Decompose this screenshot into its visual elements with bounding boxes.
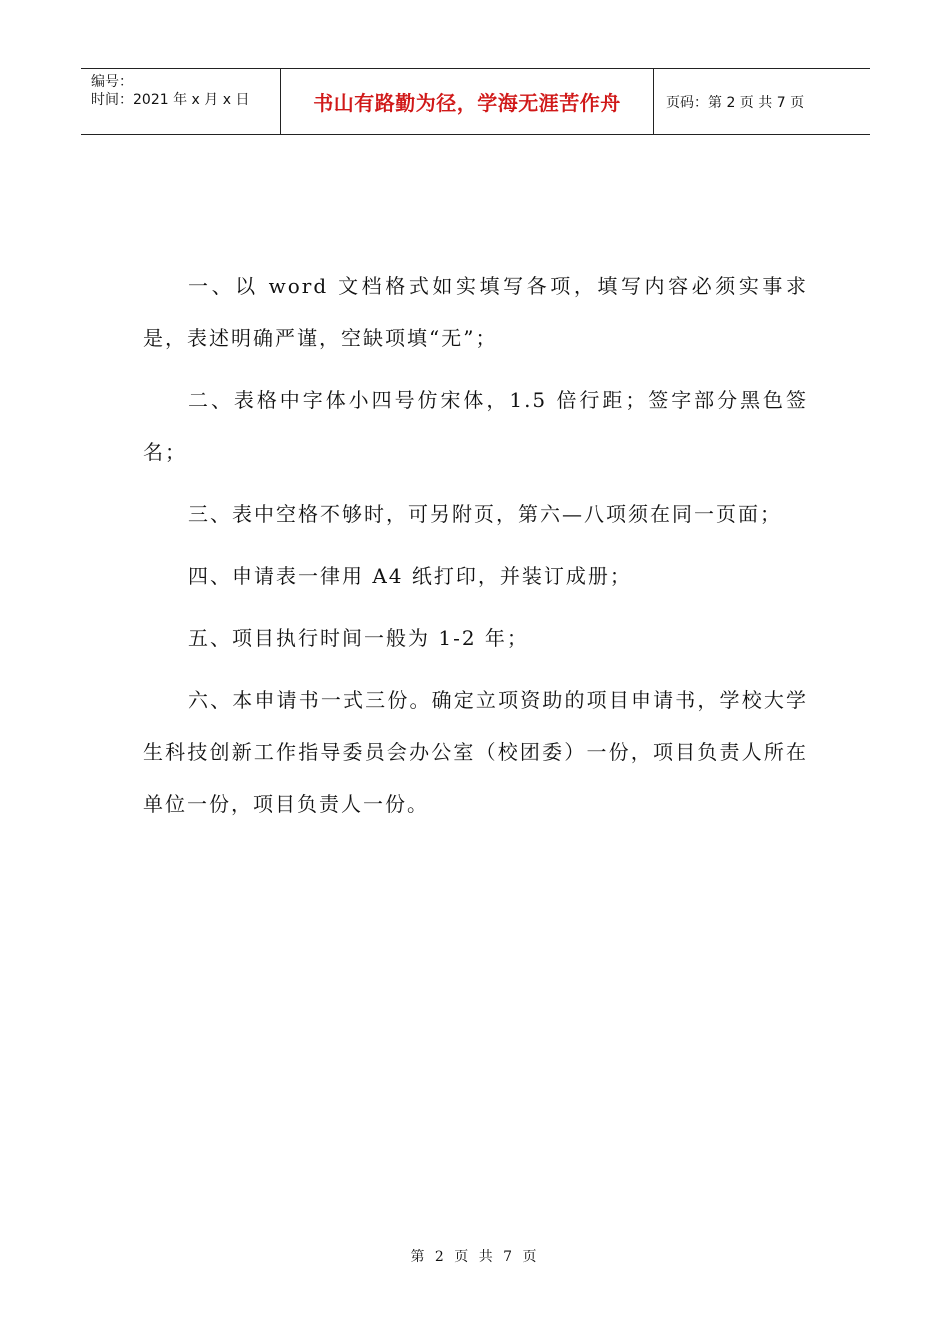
instruction-item-1: 一、以 word 文档格式如实填写各项，填写内容必须实事求是，表述明确严谨，空缺项填“无”； <box>143 274 808 350</box>
document-time-label: 时间：2021 年 x 月 x 日 <box>91 92 250 108</box>
document-body <box>143 260 808 830</box>
instruction-item-3: 三、表中空格不够时，可另附页，第六—八项须在同一页面； <box>188 502 782 526</box>
instruction-item-4: 四、申请表一律用 A4 纸打印，并装订成册； <box>188 564 632 588</box>
page-footer: 第 2 页 共 7 页 <box>410 1249 540 1265</box>
instruction-item-5: 五、项目执行时间一般为 1-2 年； <box>188 626 529 650</box>
header-meta-cell <box>81 69 281 134</box>
header-motto: 书山有路勤为径，学海无涯苦作舟 <box>281 69 654 134</box>
header-page-number: 页码：第 2 页 共 7 页 <box>666 94 805 111</box>
instruction-item-6: 六、本申请书一式三份。确定立项资助的项目申请书，学校大学生科技创新工作指导委员会办公室（校团委）一份，项目负责人所在单位一份，项目负责人一份。 <box>143 688 808 816</box>
document-number-label: 编号： <box>91 74 133 90</box>
instruction-item-2: 二、表格中字体小四号仿宋体，1.5 倍行距；签字部分黑色签名； <box>143 388 808 464</box>
page-header <box>81 68 870 135</box>
